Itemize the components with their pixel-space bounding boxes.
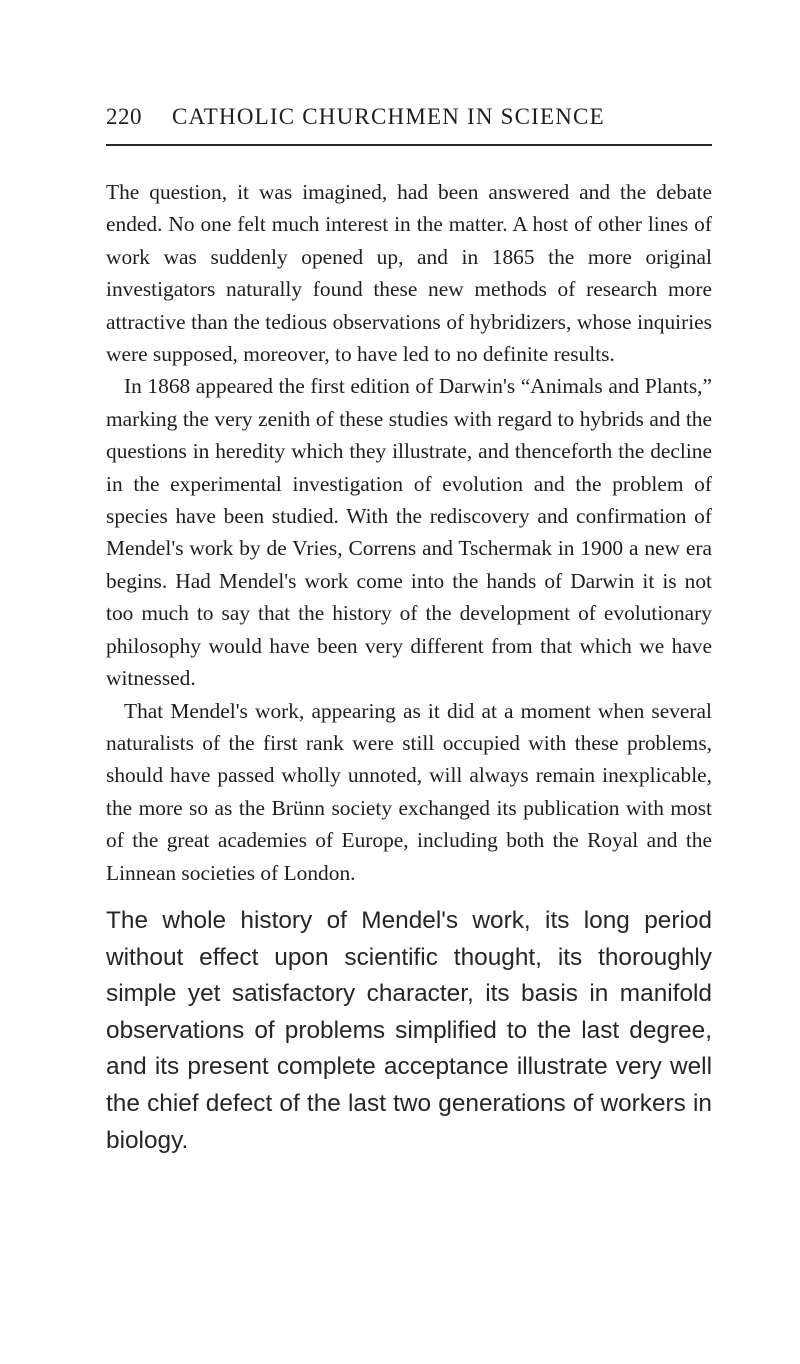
paragraph: The question, it was imagined, had been answered and the debate ended. No one felt much interest in the matter. A host of other lines of work was suddenly opened up, and in 1865 the more original investigators naturally found these new methods of research more attractive than the tedious observations of hybridizers, whose inquiries were supposed, moreover, to have led to no definite results. (106, 180, 712, 367)
running-title: CATHOLIC CHURCHMEN IN SCIENCE (172, 104, 605, 129)
header-rule (106, 144, 712, 146)
paragraph: In 1868 appeared the first edition of Darwin's “Animals and Plants,” marking the very zenith of these studies with regard to hybrids and the questions in heredity which they illustrate, and thenceforth the decline in the experimental investigation of evolution and the problem of species have been studied. With the rediscovery and confirmation of Mendel's work by de Vries, Correns and Tschermak in 1900 a new era begins. Had Mendel's work come into the hands of Darwin it is not too much to say that the history of the development of evolutionary philosophy would have been very different from that which we have witnessed. (106, 374, 712, 691)
body-text (106, 176, 712, 1159)
running-head (106, 104, 712, 136)
paragraph-large: The whole history of Mendel's work, its long period without effect upon scientific thought, its thoroughly simple yet satisfactory character, its basis in manifold observations of problems simplified to the last degree, and its present complete acceptance illustrate very well the chief defect of the last two generations of workers in biology. (106, 906, 712, 1154)
paragraph: That Mendel's work, appearing as it did at a moment when several naturalists of the first rank were still occupied with these problems, should have passed wholly unnoted, will always remain inexplicable, the more so as the Brünn society exchanged its publication with most of the great academies of Europe, including both the Royal and the Linnean societies of London. (106, 698, 712, 885)
page-number: 220 (106, 104, 142, 129)
